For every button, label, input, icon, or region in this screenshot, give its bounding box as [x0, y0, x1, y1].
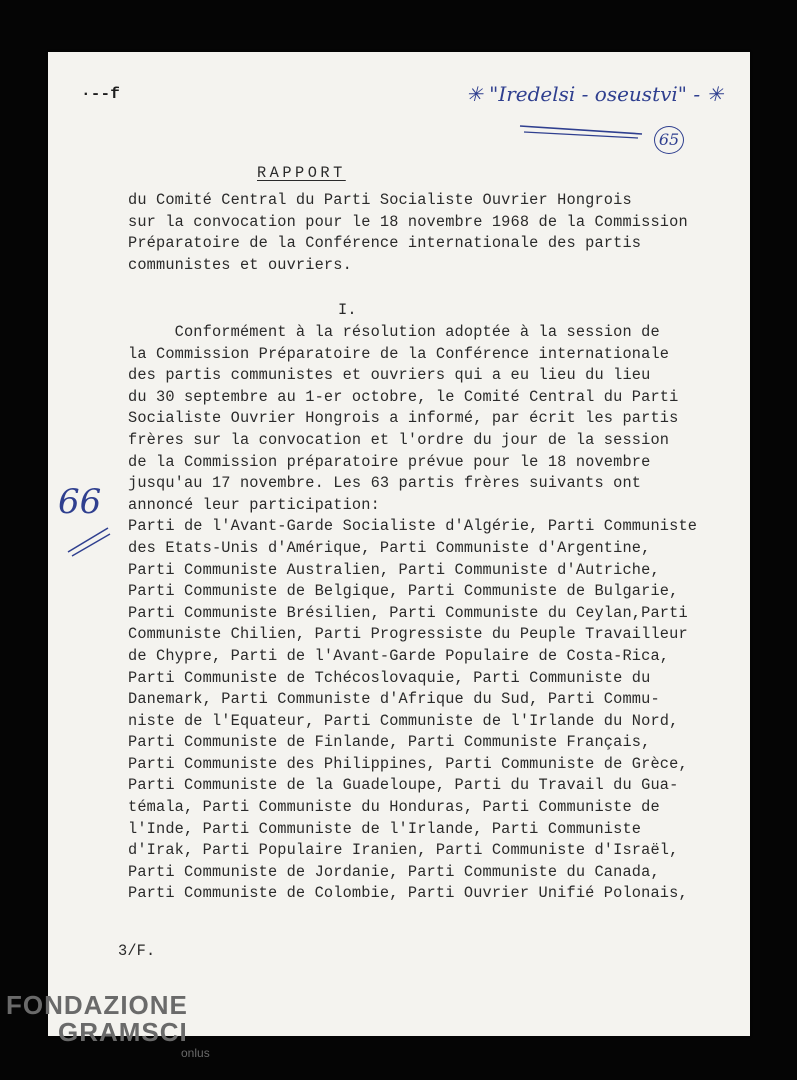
watermark-line2: GRAMSCI — [58, 1017, 188, 1047]
body-line: Parti Communiste de Tchécoslovaquie, Parti Communiste du — [128, 668, 651, 687]
body-line: annoncé leur participation: — [128, 495, 380, 514]
body-line: Parti de l'Avant-Garde Socialiste d'Algérie, Parti Communiste — [128, 517, 698, 536]
intro-line: sur la convocation pour le 18 novembre 1968 de la Commission — [128, 212, 688, 231]
section-number: I. — [338, 301, 357, 319]
watermark-line1: FONDAZIONE — [6, 990, 188, 1020]
body-line: du 30 septembre au 1-er octobre, le Comité Central du Parti — [128, 387, 679, 406]
body-line: la Commission Préparatoire de la Conférence internationale — [128, 344, 670, 363]
margin-strike-marks — [64, 524, 114, 558]
document-page — [48, 52, 750, 1036]
body-line: Parti Communiste de Finlande, Parti Communiste Français, — [128, 733, 651, 752]
page-footer: 3/F. — [118, 942, 156, 960]
body-line: Communiste Chilien, Parti Progressiste du Peuple Travailleur — [128, 625, 688, 644]
body-line: Parti Communiste Australien, Parti Communiste d'Autriche, — [128, 560, 660, 579]
body-line: Parti Communiste de Colombie, Parti Ouvrier Unifié Polonais, — [128, 884, 688, 903]
watermark-line3: onlus — [181, 1046, 210, 1060]
body-line: Parti Communiste de Belgique, Parti Communiste de Bulgarie, — [128, 582, 679, 601]
body-line: jusqu'au 17 novembre. Les 63 partis frères suivants ont — [128, 474, 642, 493]
body-line: de la Commission préparatoire prévue pour le 18 novembre — [128, 452, 651, 471]
body-line: Parti Communiste des Philippines, Parti Communiste de Grèce, — [128, 754, 688, 773]
handwritten-underline — [518, 120, 648, 140]
body-line: Parti Communiste Brésilien, Parti Communiste du Ceylan,Parti — [128, 603, 688, 622]
watermark-logo — [6, 990, 210, 1060]
body-line: Danemark, Parti Communiste d'Afrique du Sud, Parti Commu- — [128, 690, 660, 709]
intro-line: du Comité Central du Parti Socialiste Ouvrier Hongrois — [128, 191, 632, 209]
intro-line: Préparatoire de la Conférence internationale des partis — [128, 234, 642, 253]
document-title: RAPPORT — [257, 164, 346, 182]
handwritten-note: ✳ "Iredelsi - oseustvi" - ✳ — [466, 82, 724, 106]
body-line: des Etats-Unis d'Amérique, Parti Communiste d'Argentine, — [128, 538, 651, 557]
body-line: des partis communistes et ouvriers qui a eu lieu du lieu — [128, 366, 651, 385]
body-line: Parti Communiste de Jordanie, Parti Communiste du Canada, — [128, 862, 660, 881]
body-line: témala, Parti Communiste du Honduras, Parti Communiste de — [128, 798, 660, 817]
body-paragraph — [128, 322, 697, 905]
intro-paragraph — [128, 190, 688, 276]
body-line: Socialiste Ouvrier Hongrois a informé, par écrit les partis — [128, 409, 679, 428]
intro-line: communistes et ouvriers. — [128, 255, 352, 274]
corner-mark: ·--f — [81, 85, 121, 103]
body-line: Parti Communiste de la Guadeloupe, Parti du Travail du Gua- — [128, 776, 679, 795]
body-line: niste de l'Equateur, Parti Communiste de l'Irlande du Nord, — [128, 711, 679, 730]
body-line: frères sur la convocation et l'ordre du jour de la session — [128, 430, 670, 449]
body-line: l'Inde, Parti Communiste de l'Irlande, Parti Communiste — [128, 819, 642, 838]
body-line: de Chypre, Parti de l'Avant-Garde Populaire de Costa-Rica, — [128, 646, 670, 665]
circled-page-number: 65 — [654, 126, 684, 154]
margin-page-number: 66 — [58, 482, 102, 522]
body-line: Conformément à la résolution adoptée à la session de — [128, 323, 660, 341]
body-line: d'Irak, Parti Populaire Iranien, Parti Communiste d'Israël, — [128, 841, 679, 860]
